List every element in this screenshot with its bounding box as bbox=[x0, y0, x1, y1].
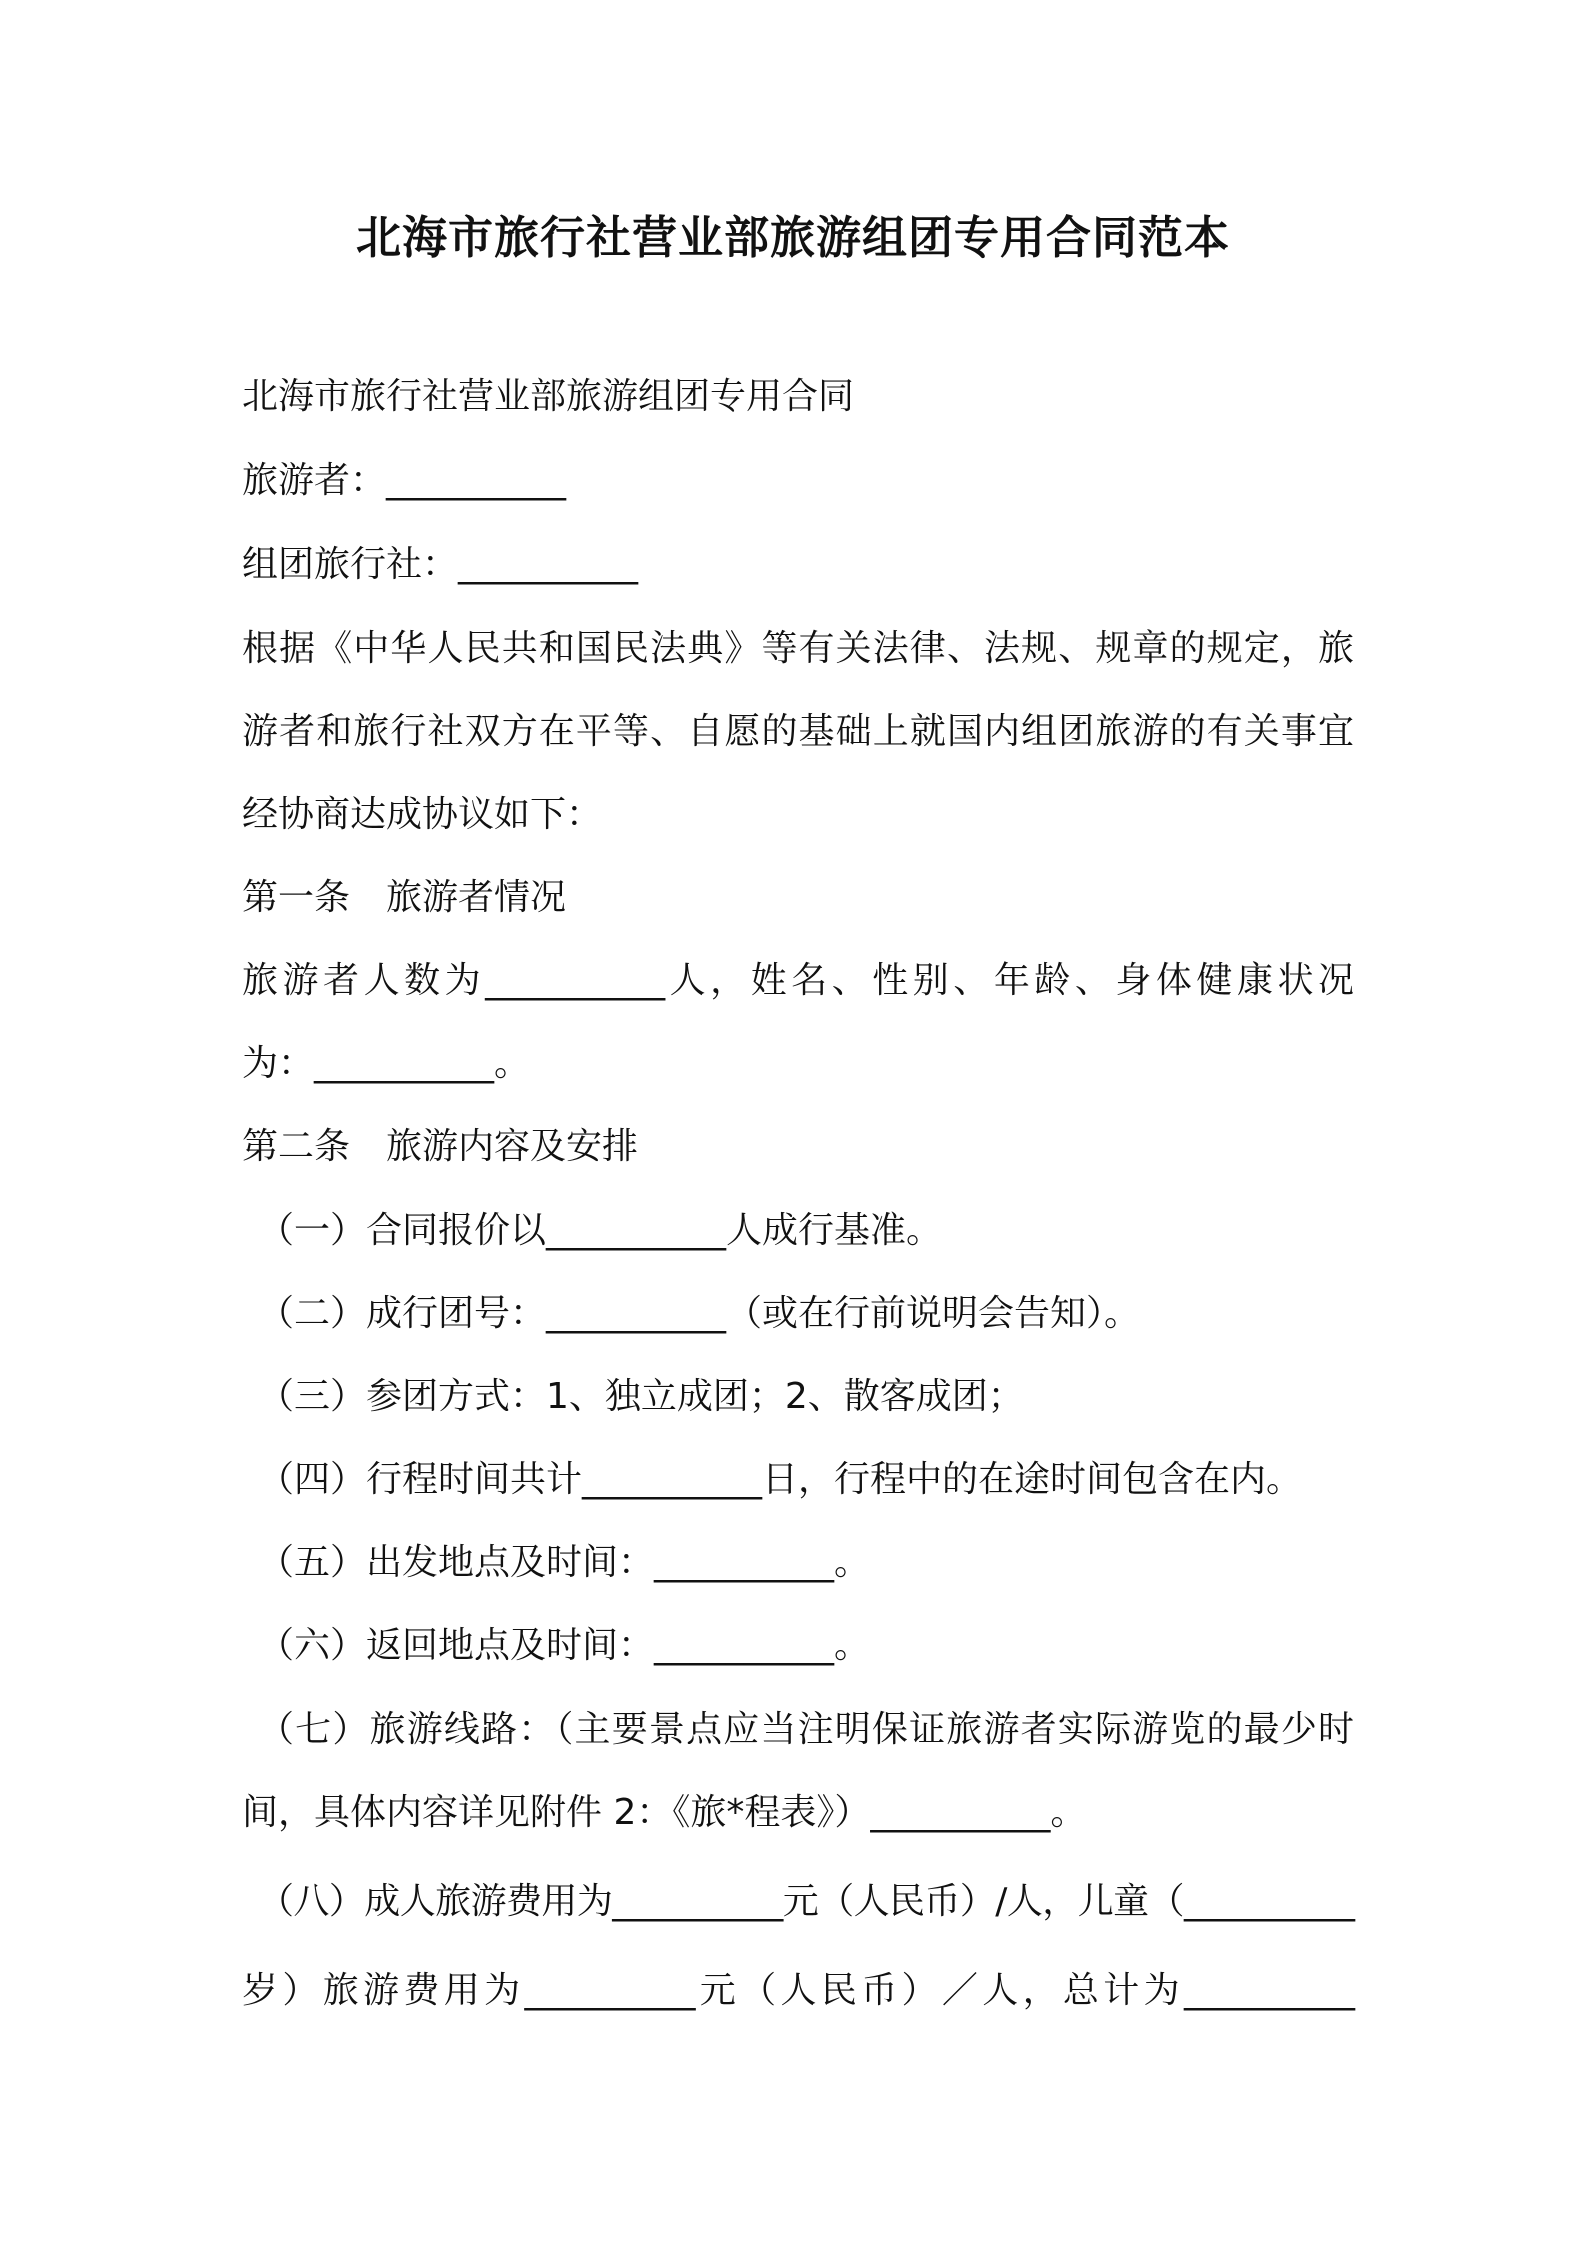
clause-7-line-2: 间，具体内容详见附件 2：《旅*程表》）__________。 bbox=[242, 1792, 1087, 1833]
article-1-line-2: 为：__________。 bbox=[242, 1043, 531, 1084]
clause-8-line-2: 岁）旅游费用为__________元（人民币）／人，总计为__________ bbox=[242, 1970, 1354, 2011]
clause-2: （二）成行团号：__________（或在行前说明会告知）。 bbox=[258, 1293, 1141, 1334]
clause-3: （三）参团方式：1、独立成团；2、散客成团； bbox=[258, 1376, 1024, 1417]
agency-field-line: 组团旅行社：__________ bbox=[242, 544, 639, 585]
clause-6: （六）返回地点及时间：__________。 bbox=[258, 1625, 871, 1666]
article-1-heading: 第一条 旅游者情况 bbox=[242, 877, 567, 918]
article-1-line-1: 旅游者人数为__________人，姓名、性别、年龄、身体健康状况 bbox=[242, 960, 1354, 1001]
preamble-line-2: 游者和旅行社双方在平等、自愿的基础上就国内组团旅游的有关事宜 bbox=[242, 711, 1354, 752]
tourist-field-line: 旅游者：__________ bbox=[242, 460, 567, 501]
clause-7-line-1: （七）旅游线路：（主要景点应当注明保证旅游者实际游览的最少时 bbox=[258, 1709, 1354, 1750]
document-title: 北海市旅行社营业部旅游组团专用合同范本 bbox=[355, 211, 1230, 264]
clause-1: （一）合同报价以__________人成行基准。 bbox=[258, 1210, 943, 1251]
article-2-heading: 第二条 旅游内容及安排 bbox=[242, 1126, 639, 1167]
preamble-line-3: 经协商达成协议如下： bbox=[242, 794, 603, 835]
clause-8-line-1: （八）成人旅游费用为__________元（人民币）/人，儿童（__________ bbox=[258, 1881, 1354, 1922]
clause-5: （五）出发地点及时间：__________。 bbox=[258, 1542, 871, 1583]
contract-subtitle: 北海市旅行社营业部旅游组团专用合同 bbox=[242, 376, 855, 417]
clause-4: （四）行程时间共计__________日，行程中的在途时间包含在内。 bbox=[258, 1459, 1303, 1500]
preamble-line-1: 根据《中华人民共和国民法典》等有关法律、法规、规章的规定，旅 bbox=[242, 628, 1354, 669]
